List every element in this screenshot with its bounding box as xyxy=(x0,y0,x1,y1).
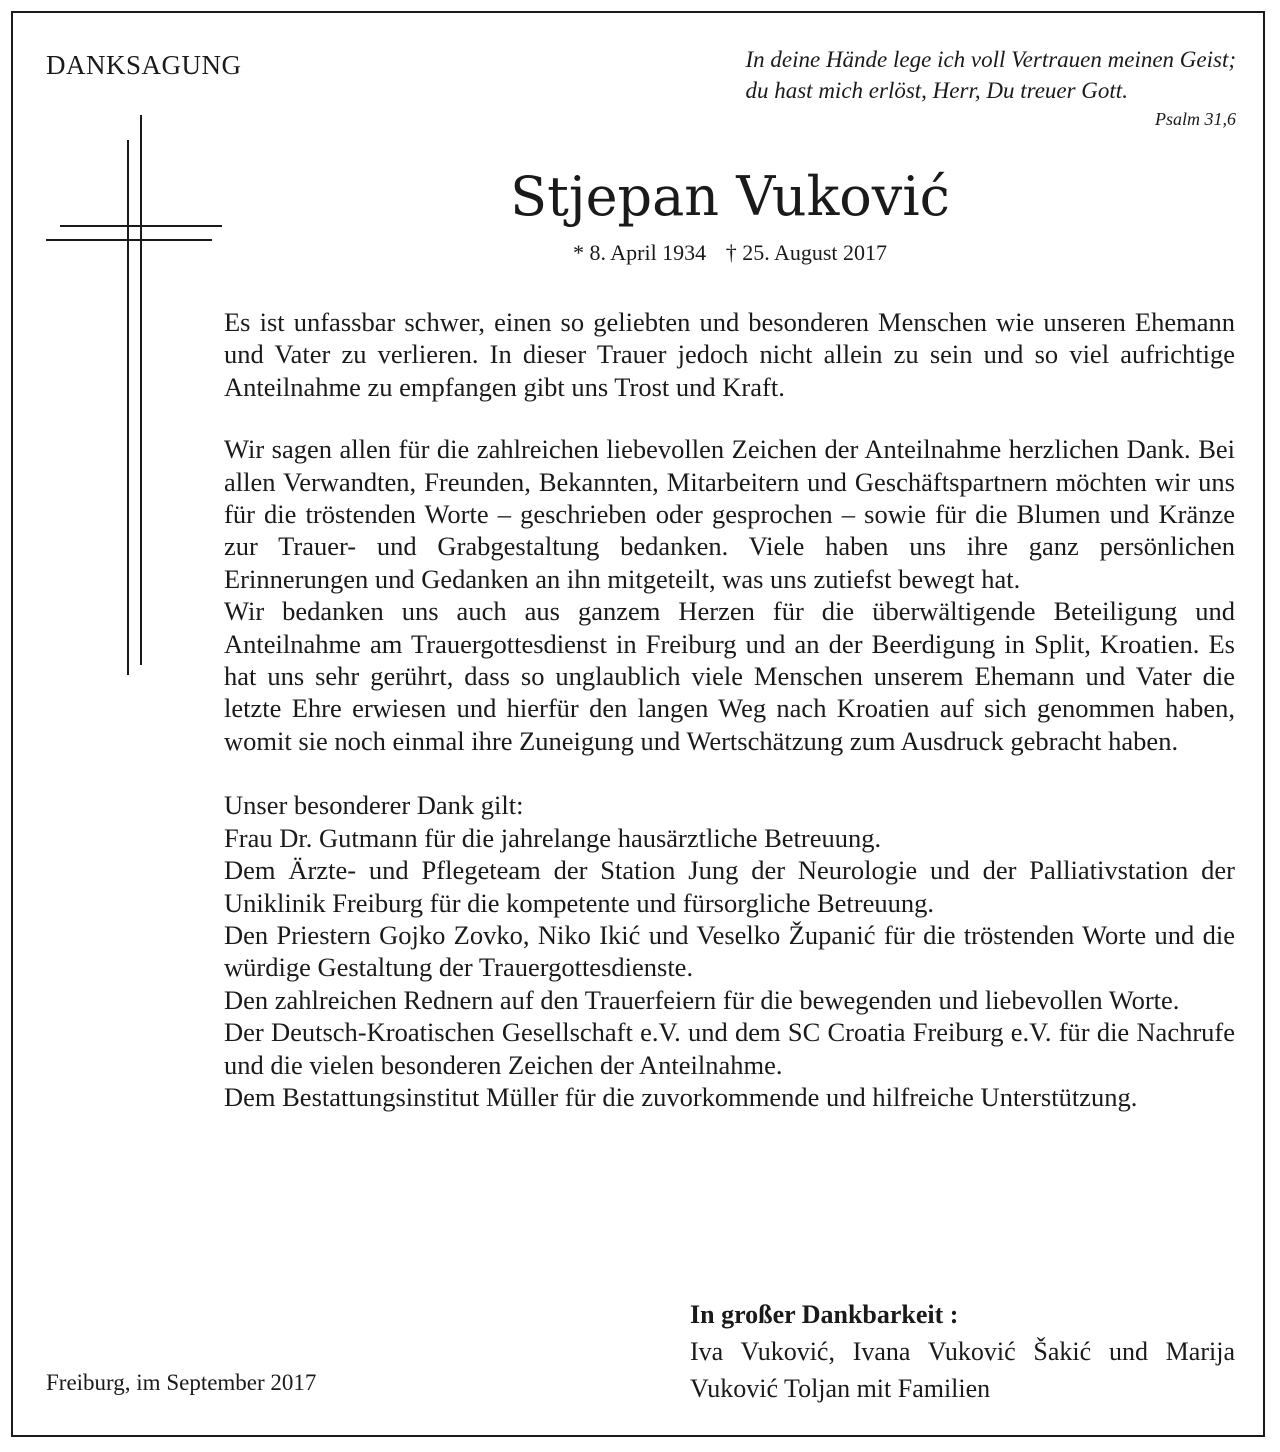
signature-title: In großer Dankbarkeit : xyxy=(690,1300,959,1329)
verse-line-2: du hast mich erlöst, Herr, Du treuer Gott. xyxy=(745,78,1128,103)
bible-verse xyxy=(616,44,1236,130)
deceased-name: Stjepan Vuković xyxy=(510,165,950,228)
thanks-item: Den Priestern Gojko Zovko, Niko Ikić und Veselko Županić für die tröstenden Worte und die würdige Gestaltung der Trauergottesdienste. xyxy=(224,919,1235,983)
life-dates xyxy=(225,240,1235,266)
verse-reference: Psalm 31,6 xyxy=(1155,109,1236,129)
paragraph-1: Es ist unfassbar schwer, einen so geliebten und besonderen Menschen wie unseren Ehemann und Vater zu verlieren. In dieser Trauer jedoch nicht allein zu sein und so viel aufrichtige Anteilnahme zu empfangen gibt uns Trost und Kraft. xyxy=(224,307,1235,402)
signature-names: Iva Vuković, Ivana Vuković Šakić und Marija Vuković Toljan mit Familien xyxy=(690,1337,1235,1403)
heading: DANKSAGUNG xyxy=(46,50,242,80)
death-date: † 25. August 2017 xyxy=(725,240,888,265)
signature-block xyxy=(690,1296,1235,1407)
verse-line-1: In deine Hände lege ich voll Vertrauen meinen Geist; xyxy=(745,47,1236,72)
thanks-item: Der Deutsch-Kroatischen Gesellschaft e.V. und dem SC Croatia Freiburg e.V. für die Nachrufe und die vielen besonderen Zeichen der Anteilnahme. xyxy=(224,1017,1235,1080)
thanks-item: Dem Ärzte- und Pflegeteam der Station Jung der Neurologie und der Palliativstation der Uniklinik Freiburg für die kompetente und fürsorgliche Betreuung. xyxy=(224,855,1235,918)
paragraph-3: Wir bedanken uns auch aus ganzem Herzen für die überwältigende Beteiligung und Anteilnahme am Trauergottesdienst in Freiburg und an der Beerdigung in Split, Kroatien. Es hat uns sehr gerührt, dass so unglaublich viele Menschen unserem Ehemann und Vater die letzte Ehre erwiesen und hierfür den langen Weg nach Kroatien auf sich genommen haben, womit sie noch einmal ihre Zuneigung und Wertschätzung zum Ausdruck gebracht haben. xyxy=(224,596,1235,756)
paragraph-2: Wir sagen allen für die zahlreichen liebevollen Zeichen der Anteilnahme herzlichen Dank. Bei allen Verwandten, Freunden, Bekannten, Mitarbeitern und Geschäftspartnern möchten wir uns für die tröstenden Worte – geschrieben oder gesprochen – sowie für die Blumen und Kränze zur Trauer- und Grabgestaltung bedanken. Viele haben uns ihre ganz persönlichen Erinnerungen und Gedanken an ihn mitgeteilt, was uns zutiefst bewegt hat. xyxy=(224,434,1235,594)
place-date: Freiburg, im September 2017 xyxy=(46,1370,317,1395)
birth-date: * 8. April 1934 xyxy=(572,240,707,265)
thanks-item: Den zahlreichen Rednern auf den Trauerfeiern für die bewegenden und liebevollen Worte. xyxy=(224,984,1180,1015)
notice-body xyxy=(224,306,1235,1113)
thanks-intro: Unser besonderer Dank gilt: xyxy=(224,790,524,821)
thanks-item: Dem Bestattungsinstitut Müller für die zuvorkommende und hilfreiche Unterstützung. xyxy=(224,1081,1138,1112)
thanks-item: Frau Dr. Gutmann für die jahrelange hausärztliche Betreuung. xyxy=(224,822,882,853)
cross-icon xyxy=(40,110,240,680)
